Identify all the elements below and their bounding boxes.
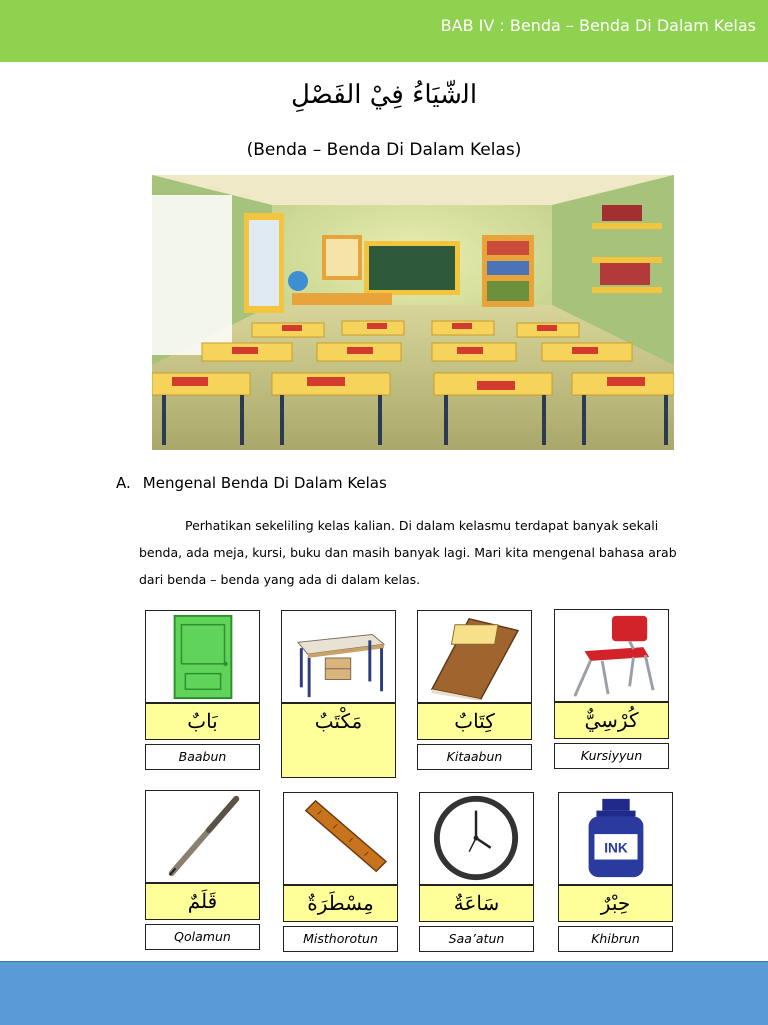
chair-icon — [555, 610, 668, 701]
card-image — [281, 610, 396, 703]
arabic-title: اﻟشّيَاءُ فِيْ الفَصْلِ — [290, 80, 478, 110]
card-image — [145, 790, 260, 883]
intro-paragraph-text: Perhatikan sekeliling kelas kalian. Di dalam kelasmu terdapat banyak sekali benda, ada meja, kursi, buku dan masih banyak lagi. Mari kita mengenal bahasa arab dari benda – benda yang ada di dalam kelas. — [139, 518, 677, 587]
vocab-card-ink — [558, 792, 673, 952]
vocab-card-ruler — [283, 792, 398, 952]
classroom-illustration — [152, 175, 674, 450]
card-image — [283, 792, 398, 885]
card-image — [558, 792, 673, 885]
card-arabic: بَابٌ — [145, 703, 260, 740]
page-header — [0, 0, 768, 62]
header-title: BAB IV : Benda – Benda Di Dalam Kelas — [440, 16, 756, 35]
card-image — [145, 610, 260, 703]
card-arabic: قَلَمٌ — [145, 883, 260, 920]
book-icon — [418, 611, 531, 702]
intro-paragraph — [139, 512, 679, 593]
card-image — [554, 609, 669, 702]
card-latin: Saa’atun — [419, 926, 534, 952]
ink-icon — [559, 793, 672, 884]
vocab-card-book — [417, 610, 532, 770]
card-latin: Khibrun — [558, 926, 673, 952]
ink-label: INK — [604, 840, 628, 856]
card-arabic: كِتَابٌ — [417, 703, 532, 740]
card-image — [417, 610, 532, 703]
section-heading — [116, 474, 387, 492]
section-heading-text: Mengenal Benda Di Dalam Kelas — [142, 474, 387, 492]
vocab-card-chair — [554, 609, 669, 769]
card-latin: Baabun — [145, 744, 260, 770]
ruler-icon — [284, 793, 397, 884]
card-arabic: مَكْتَبٌ — [281, 703, 396, 778]
vocab-card-desk — [281, 610, 396, 776]
clock-icon — [420, 793, 533, 884]
page-footer — [0, 961, 768, 1025]
card-image — [419, 792, 534, 885]
page-subtitle: (Benda – Benda Di Dalam Kelas) — [246, 140, 522, 160]
door-icon — [146, 611, 259, 702]
card-latin: Kitaabun — [417, 744, 532, 770]
card-arabic: كُرْسِيٌّ — [554, 702, 669, 739]
vocab-card-door — [145, 610, 260, 770]
desk-icon — [282, 611, 395, 702]
card-arabic: مِسْطَرَةٌ — [283, 885, 398, 922]
card-latin: Qolamun — [145, 924, 260, 950]
section-letter: A. — [116, 474, 131, 492]
card-arabic: سَاعَةٌ — [419, 885, 534, 922]
card-latin: Misthorotun — [283, 926, 398, 952]
vocab-card-pen — [145, 790, 260, 950]
vocab-card-clock — [419, 792, 534, 952]
card-arabic: حِبْرٌ — [558, 885, 673, 922]
card-latin: Kursiyyun — [554, 743, 669, 769]
pen-icon — [146, 791, 259, 882]
